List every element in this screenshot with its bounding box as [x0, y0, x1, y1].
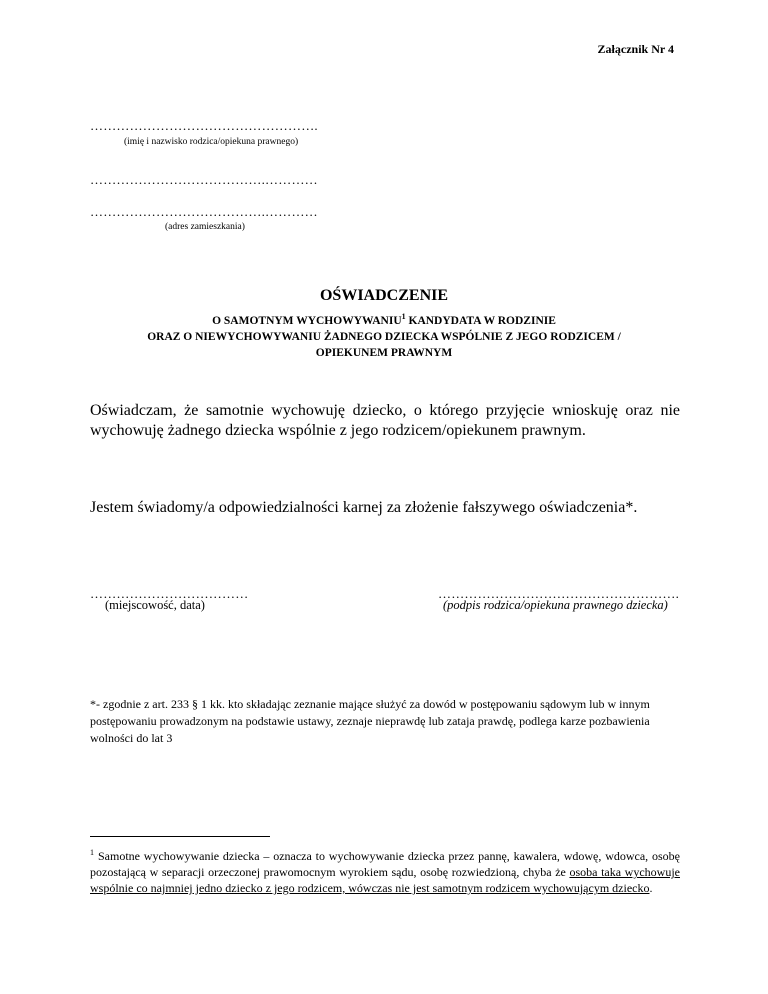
parent-name-field[interactable]: ……………………………………………. [90, 118, 318, 133]
subtitle-line-1-b: KANDYDATA W RODZINIE [405, 315, 556, 327]
subtitle-line-1-a: O SAMOTNYM WYCHOWYWANIU [212, 315, 402, 327]
address-field-line-2[interactable]: ………………………………….………… [90, 204, 318, 219]
footnote-divider [90, 836, 270, 837]
signature-label: (podpis rodzica/opiekuna prawnego dziecka) [443, 598, 668, 612]
subtitle-line-3: OPIEKUNEM PRAWNYM [315, 347, 453, 359]
address-field-line-1[interactable]: ………………………………….………… [90, 172, 318, 187]
footnote-mark: 1 [90, 848, 94, 857]
footnote-underlined-text: osoba taka wychowuje wspólnie co najmniej jedno dziecko z jego rodzicem, wówczas nie jest samotnym rodzicem wychowującym dziecko [90, 865, 680, 895]
awareness-paragraph: Jestem świadomy/a odpowiedzialności karnej za złożenie fałszywego oświadczenia*. [90, 499, 638, 516]
footnote [90, 848, 680, 896]
footnote-reference: 1 [401, 312, 406, 322]
statement-paragraph: Oświadczam, że samotnie wychowuję dziecko, o którego przyjęcie wnioskuję oraz nie wychowuję żadnego dziecka wspólnie z jego rodzicem/opiekunem prawnym. [90, 402, 680, 439]
place-date-field[interactable]: ……………………………… [90, 586, 249, 601]
annex-label: Załącznik Nr 4 [597, 42, 674, 56]
document-subtitle [0, 313, 768, 361]
legal-note: *- zgodnie z art. 233 § 1 kk. kto składając zeznanie mające służyć za dowód w postępowaniu sądowym lub w innym postępowaniu prowadzonym na podstawie ustawy, zeznaje nieprawdę lub zataja prawdę, podlega karze pozbawienia wolności do lat 3 [90, 697, 650, 745]
subtitle-line-1 [0, 313, 768, 329]
parent-name-caption: (imię i nazwisko rodzica/opiekuna prawnego) [124, 137, 299, 147]
subtitle-line-2: ORAZ O NIEWYCHOWYWANIU ŻADNEGO DZIECKA WSPÓLNIE Z JEGO RODZICEM / [147, 331, 621, 343]
footnote-end: . [649, 881, 653, 895]
signature-field[interactable]: ………………………………………………. [438, 586, 680, 601]
place-date-label: (miejscowość, data) [105, 598, 205, 612]
document-title: OŚWIADCZENIE [319, 287, 449, 304]
address-caption: (adres zamieszkania) [165, 222, 245, 232]
footnote-text: Samotne wychowywanie dziecka – oznacza to wychowywanie dziecka przez pannę, kawalera, wdowę, wdowca, osobę pozostającą w separacji orzeczonej prawomocnym wyrokiem sądu, osobę rozwiedzioną, chyba że [90, 849, 680, 879]
